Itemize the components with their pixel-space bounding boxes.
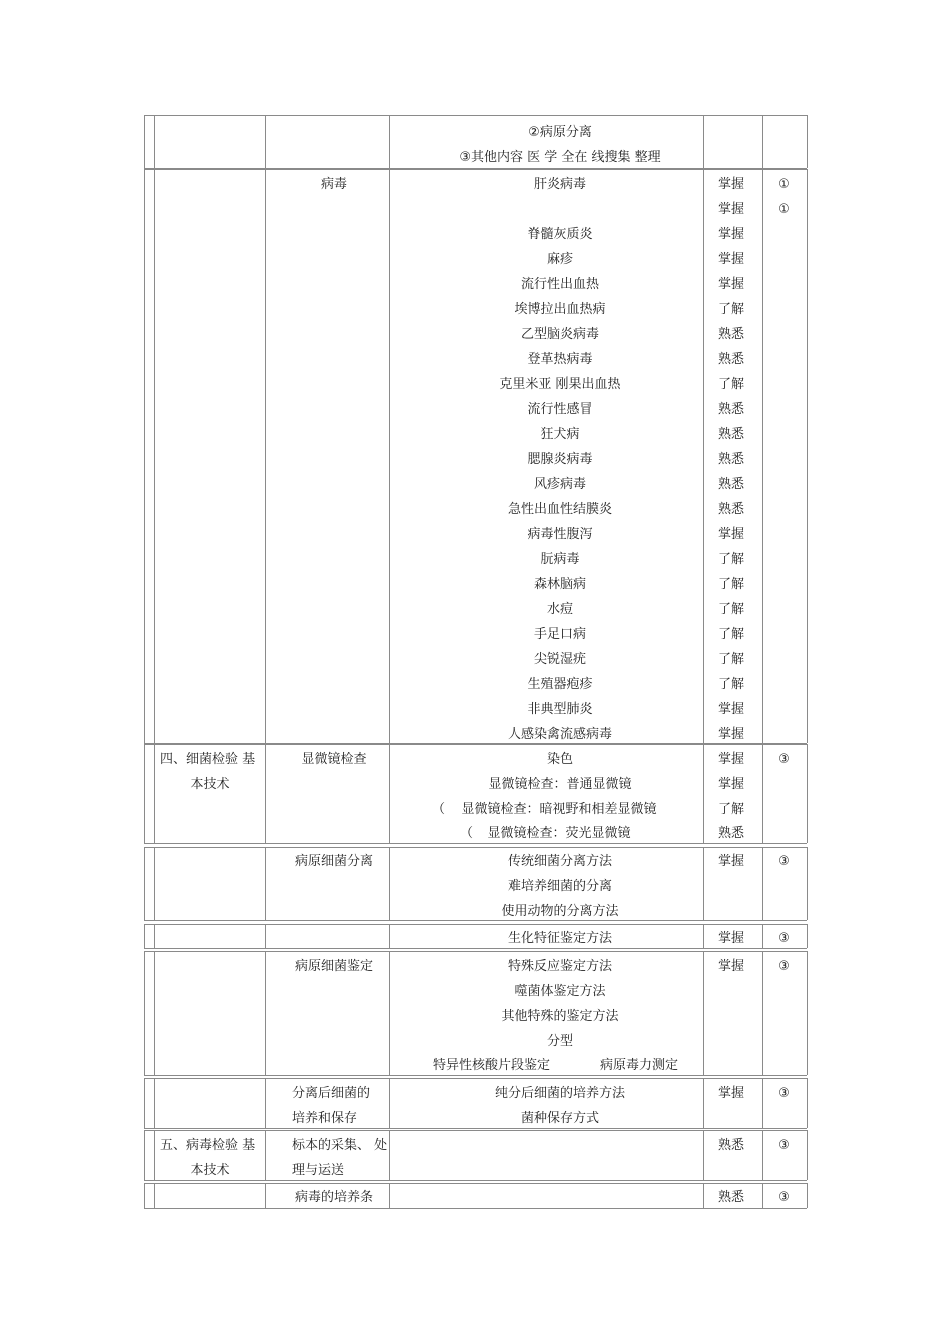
content-text: 急性出血性结膜炎 — [507, 502, 613, 517]
column-divider — [703, 847, 704, 920]
section-title: 四、细菌检验 基 — [160, 752, 256, 767]
content-text: 显微镜检查：普通显微镜 — [488, 777, 632, 792]
requirement-level: 掌握 — [717, 227, 745, 242]
row-border-bottom — [144, 843, 807, 844]
requirement-level: 掌握 — [717, 931, 745, 946]
content-text: 噬菌体鉴定方法 — [514, 984, 606, 999]
paren-mark: （ — [432, 802, 446, 817]
content-text: 传统细菌分离方法 — [507, 854, 613, 869]
requirement-level: 掌握 — [717, 777, 745, 792]
content-text: 水痘 — [546, 602, 574, 617]
column-divider — [154, 115, 155, 168]
column-divider — [703, 744, 704, 843]
content-text: 生化特征鉴定方法 — [507, 931, 613, 946]
row-border-bottom — [144, 920, 807, 921]
requirement-level: 掌握 — [717, 252, 745, 267]
requirement-level: 掌握 — [717, 702, 745, 717]
content-text: 人感染禽流感病毒 — [507, 727, 613, 742]
content-text: 特异性核酸片段鉴定 — [433, 1058, 551, 1073]
column-divider — [144, 1078, 145, 1128]
content-text: 使用动物的分离方法 — [501, 904, 619, 919]
requirement-level: 了解 — [717, 377, 745, 392]
content-text: 森林脑病 — [533, 577, 587, 592]
content-text: 朊病毒 — [540, 552, 580, 567]
column-divider — [389, 1183, 390, 1208]
row-border-bottom — [144, 948, 807, 949]
column-divider — [144, 169, 145, 743]
requirement-level: 熟悉 — [717, 427, 745, 442]
requirement-level: 熟悉 — [717, 502, 745, 517]
content-text: 染色 — [546, 752, 574, 767]
column-divider — [762, 1183, 763, 1208]
column-divider — [154, 847, 155, 920]
requirement-level: 了解 — [717, 627, 745, 642]
column-divider — [807, 1078, 808, 1128]
requirement-level: 掌握 — [717, 202, 745, 217]
content-text: 风疹病毒 — [533, 477, 587, 492]
row-border-top — [144, 847, 807, 848]
column-divider — [144, 924, 145, 948]
content-text: 显微镜检查：暗视野和相差显微镜 — [461, 802, 657, 817]
column-divider — [265, 744, 266, 843]
column-divider — [703, 951, 704, 1075]
column-divider — [265, 847, 266, 920]
column-divider — [762, 924, 763, 948]
content-text: 埃博拉出血热病 — [514, 302, 606, 317]
column-divider — [703, 115, 704, 168]
requirement-level: 了解 — [717, 677, 745, 692]
grade-mark: ① — [778, 177, 790, 192]
item-name: 病原细菌分离 — [294, 854, 374, 869]
column-divider — [144, 1130, 145, 1180]
row-border-bottom — [144, 1128, 807, 1129]
column-divider — [807, 847, 808, 920]
column-divider — [389, 951, 390, 1075]
row-border-top — [144, 1078, 807, 1079]
column-divider — [389, 744, 390, 843]
grade-mark: ③ — [778, 1086, 790, 1101]
column-divider — [703, 1183, 704, 1208]
content-text: ③其他内容 医 学 全在 线搜集 整理 — [459, 150, 661, 165]
content-text: 狂犬病 — [540, 427, 580, 442]
requirement-level: 了解 — [717, 302, 745, 317]
requirement-level: 掌握 — [717, 959, 745, 974]
grade-mark: ③ — [778, 1190, 790, 1205]
column-divider — [265, 1130, 266, 1180]
grade-mark: ③ — [778, 959, 790, 974]
column-divider — [144, 1183, 145, 1208]
content-text: 流行性感冒 — [527, 402, 593, 417]
grade-mark: ③ — [778, 1138, 790, 1153]
row-border-top — [144, 115, 807, 116]
content-text: 腮腺炎病毒 — [527, 452, 593, 467]
column-divider — [265, 924, 266, 948]
content-text: 纯分后细菌的培养方法 — [494, 1086, 626, 1101]
content-text: 特殊反应鉴定方法 — [507, 959, 613, 974]
column-divider — [154, 744, 155, 843]
requirement-level: 了解 — [717, 552, 745, 567]
column-divider — [762, 744, 763, 843]
item-name: 理与运送 — [292, 1163, 345, 1178]
column-divider — [265, 1078, 266, 1128]
content-text: 其他特殊的鉴定方法 — [501, 1009, 619, 1024]
column-divider — [265, 115, 266, 168]
column-divider — [389, 924, 390, 948]
row-border-top — [144, 744, 807, 745]
column-divider — [389, 1078, 390, 1128]
item-name: 分离后细菌的 — [292, 1086, 371, 1101]
column-divider — [703, 924, 704, 948]
requirement-level: 熟悉 — [717, 352, 745, 367]
item-name: 病原细菌鉴定 — [294, 959, 374, 974]
requirement-level: 熟悉 — [717, 1190, 745, 1205]
column-divider — [703, 1130, 704, 1180]
column-divider — [154, 1078, 155, 1128]
requirement-level: 了解 — [717, 602, 745, 617]
item-name: 标本的采集、 处 — [292, 1138, 388, 1153]
column-divider — [144, 744, 145, 843]
row-border-top — [144, 924, 807, 925]
column-divider — [389, 847, 390, 920]
row-border-bottom — [144, 1208, 807, 1209]
content-text: 脊髓灰质炎 — [527, 227, 593, 242]
content-text: 克里米亚 刚果出血热 — [499, 377, 621, 392]
row-border-top — [144, 1183, 807, 1184]
column-divider — [807, 1183, 808, 1208]
column-divider — [807, 744, 808, 843]
item-name: 培养和保存 — [292, 1111, 358, 1126]
column-divider — [144, 847, 145, 920]
section-title: 本技术 — [190, 1163, 230, 1178]
content-text: 登革热病毒 — [527, 352, 593, 367]
column-divider — [265, 951, 266, 1075]
column-divider — [703, 169, 704, 743]
grade-mark: ③ — [778, 752, 790, 767]
column-divider — [265, 1183, 266, 1208]
row-border-top — [144, 169, 807, 170]
content-text: ②病原分离 — [528, 125, 592, 140]
column-divider — [144, 115, 145, 168]
requirement-level: 了解 — [717, 802, 745, 817]
row-border-bottom — [144, 1075, 807, 1076]
column-divider — [762, 847, 763, 920]
column-divider — [762, 115, 763, 168]
requirement-level: 掌握 — [717, 527, 745, 542]
column-divider — [762, 951, 763, 1075]
row-border-bottom — [144, 1180, 807, 1181]
content-text: 非典型肺炎 — [527, 702, 593, 717]
column-divider — [154, 924, 155, 948]
requirement-level: 熟悉 — [717, 477, 745, 492]
section-title: 本技术 — [190, 777, 230, 792]
column-divider — [389, 169, 390, 743]
content-text: 乙型脑炎病毒 — [520, 327, 600, 342]
column-divider — [762, 169, 763, 743]
column-divider — [807, 1130, 808, 1180]
requirement-level: 熟悉 — [717, 402, 745, 417]
column-divider — [265, 169, 266, 743]
content-text: 麻疹 — [546, 252, 574, 267]
content-text: 病原毒力测定 — [600, 1058, 679, 1073]
requirement-level: 掌握 — [717, 727, 745, 742]
column-divider — [154, 1130, 155, 1180]
column-divider — [807, 169, 808, 743]
column-divider — [762, 1078, 763, 1128]
column-divider — [807, 115, 808, 168]
grade-mark: ③ — [778, 854, 790, 869]
content-text: 手足口病 — [533, 627, 587, 642]
column-divider — [389, 115, 390, 168]
column-divider — [703, 1078, 704, 1128]
content-text: 菌种保存方式 — [520, 1111, 600, 1126]
content-text: 难培养细菌的分离 — [507, 879, 613, 894]
grade-mark: ③ — [778, 931, 790, 946]
requirement-level: 了解 — [717, 577, 745, 592]
column-divider — [154, 951, 155, 1075]
requirement-level: 熟悉 — [717, 1138, 745, 1153]
content-text: 分型 — [546, 1034, 574, 1049]
content-text: 显微镜检查：荧光显微镜 — [487, 826, 631, 841]
column-divider — [154, 169, 155, 743]
grade-mark: ① — [778, 202, 790, 217]
row-border-top — [144, 1130, 807, 1131]
column-divider — [154, 1183, 155, 1208]
requirement-level: 掌握 — [717, 752, 745, 767]
item-name: 病毒的培养条 — [294, 1190, 374, 1205]
requirement-level: 掌握 — [717, 277, 745, 292]
requirement-level: 熟悉 — [717, 452, 745, 467]
content-text: 尖锐湿疣 — [533, 652, 587, 667]
content-text: 病毒性腹泻 — [527, 527, 593, 542]
column-divider — [389, 1130, 390, 1180]
column-divider — [762, 1130, 763, 1180]
requirement-level: 熟悉 — [717, 826, 745, 841]
column-divider — [807, 951, 808, 1075]
row-border-top — [144, 951, 807, 952]
item-name: 病毒 — [320, 177, 348, 192]
section-title: 五、病毒检验 基 — [160, 1138, 256, 1153]
requirement-level: 掌握 — [717, 854, 745, 869]
requirement-level: 掌握 — [717, 177, 745, 192]
content-text: 肝炎病毒 — [533, 177, 587, 192]
paren-mark: （ — [460, 826, 474, 841]
requirement-level: 熟悉 — [717, 327, 745, 342]
column-divider — [807, 924, 808, 948]
content-text: 流行性出血热 — [520, 277, 600, 292]
item-name: 显微镜检查 — [301, 752, 367, 767]
requirement-level: 掌握 — [717, 1086, 745, 1101]
column-divider — [144, 951, 145, 1075]
content-text: 生殖器疱疹 — [527, 677, 593, 692]
requirement-level: 了解 — [717, 652, 745, 667]
